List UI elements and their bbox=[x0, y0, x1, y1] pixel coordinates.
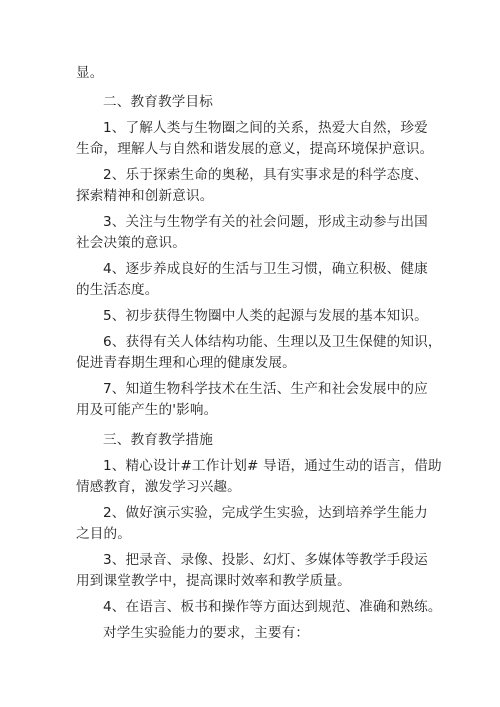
text-line: 4、逐步养成良好的生活与卫生习惯，确立积极、健康 bbox=[103, 261, 428, 277]
text-line: 1、精心设计#工作计划# 导语，通过生动的语言，借助 bbox=[103, 458, 442, 474]
text-line: 2、做好演示实验，完成学生实验，达到培养学生能力 bbox=[103, 505, 428, 521]
text-line: 显。 bbox=[76, 65, 104, 81]
text-line: 用及可能产生的'影响。 bbox=[76, 402, 218, 418]
text-line: 6、获得有关人体结构功能、生理以及卫生保健的知识， bbox=[103, 334, 442, 350]
text-line: 3、关注与生物学有关的社会问题，形成主动参与出国 bbox=[103, 214, 428, 230]
text-line: 用到课堂教学中，提高课时效率和教学质量。 bbox=[76, 573, 351, 589]
text-line: 社会决策的意识。 bbox=[76, 235, 186, 251]
text-line: 5、初步获得生物圈中人类的起源与发展的基本知识。 bbox=[103, 308, 428, 324]
text-line: 生命，理解人与自然和谐发展的意义，提高环境保护意识。 bbox=[76, 141, 434, 157]
section-heading: 三、教育教学措施 bbox=[103, 432, 213, 448]
text-line: 探索精神和创新意识。 bbox=[76, 188, 214, 204]
text-line: 2、乐于探索生命的奥秘，具有实事求是的科学态度、 bbox=[103, 167, 428, 183]
text-line: 情感教育，激发学习兴趣。 bbox=[76, 479, 241, 495]
text-line: 4、在语言、板书和操作等方面达到规范、准确和熟练。 bbox=[103, 599, 442, 615]
text-line: 促进青春期生理和心理的健康发展。 bbox=[76, 355, 296, 371]
text-line: 之目的。 bbox=[76, 526, 131, 542]
text-line: 的生活态度。 bbox=[76, 282, 159, 298]
text-line: 7、知道生物科学技术在生活、生产和社会发展中的应 bbox=[103, 381, 428, 397]
section-heading: 二、教育教学目标 bbox=[103, 94, 213, 110]
text-line: 3、把录音、录像、投影、幻灯、多媒体等教学手段运 bbox=[103, 552, 428, 568]
text-line: 1、了解人类与生物圈之间的关系，热爱大自然，珍爱 bbox=[103, 120, 428, 136]
text-line: 对学生实验能力的要求，主要有： bbox=[103, 625, 310, 641]
